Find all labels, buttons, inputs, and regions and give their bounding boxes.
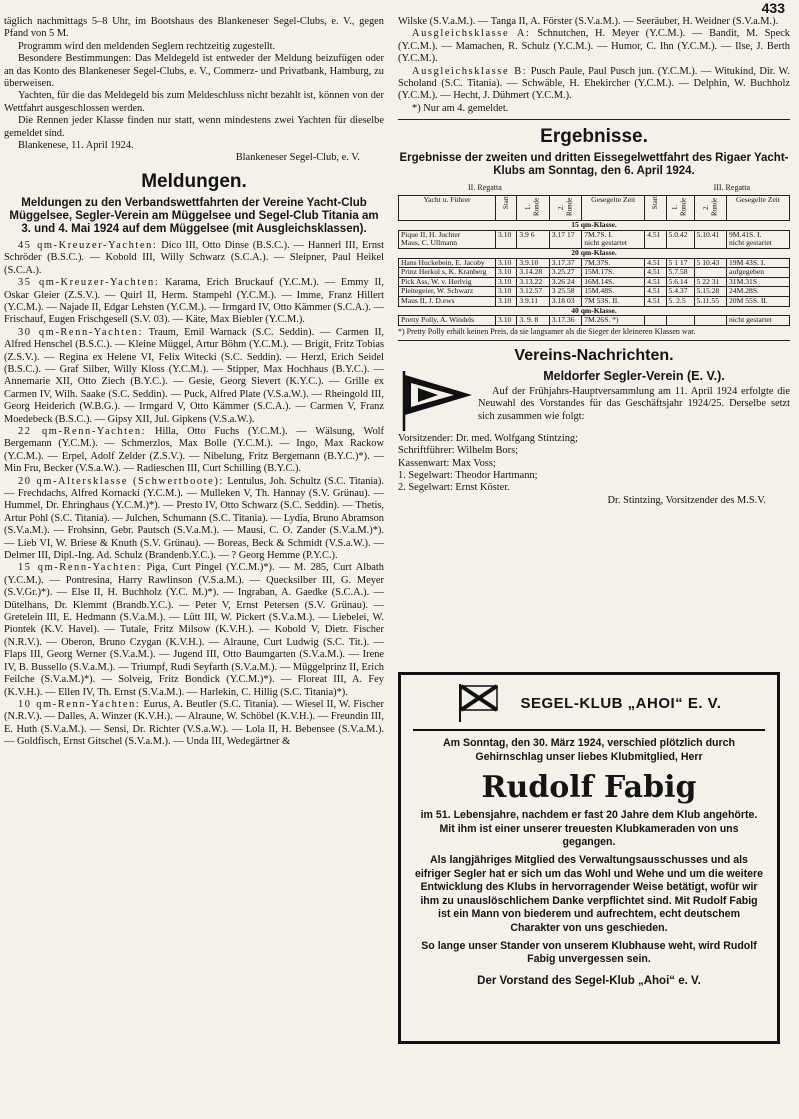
col-round1-3: 1. Runde: [666, 195, 694, 221]
class-row: 20 qm-Klasse.: [399, 249, 790, 259]
footnote: *) Nur am 4. gemeldet.: [412, 102, 509, 114]
col-start: Start: [496, 195, 517, 221]
regatta-3-label: III. Regatta: [713, 183, 750, 193]
board-line: Kassenwart: Max Voss;: [398, 457, 496, 469]
table-header-row: [399, 195, 790, 221]
regatta-2-label: II. Regatta: [468, 183, 502, 193]
date-line: Blankenese, 11. April 1924.: [18, 140, 134, 152]
board-line: 1. Segelwart: Theodor Hartmann;: [398, 470, 538, 481]
obituary-paragraph: Als langjähriges Mitglied des Verwaltungsausschusses und als eifriger Segler hat er sich um das Wohl und Wehe und um die weitere Entwicklung des Klubs in hervorragender Weise betätigt, wofür wir ihm zu unauslöschlichem Danke verpflichtet sind. Mit Rudolf Fabig ist ein Mann von biederem und aufrechtem, echt deutschem Charakter von uns geschieden.: [414, 853, 764, 934]
class-row: 40 qm-Klasse.: [399, 306, 790, 316]
club-flag-icon: [457, 683, 501, 723]
divider: [398, 340, 790, 341]
entry-list: 15 qm-Renn-Yachten: Piga, Curt Pingel (Y.C.M.)*). — M. 285, Curt Albath (Y.C.M.). — Pontresina, Harry Rawlinson (V.S.a.M.). — Quecksilber III, G. Meyer (S.V.Gr.)*). — Else II, H. Buchholz (Y.C. M.)*). — Ingraban, A. Gaedke (S.C.A.). — Dütelhans, Dr. Klemmt (Brandb.Y.C.). — Peter V, Ernst Petersen (S.V. Grünau). — Gretelein III, E. Hedmann (S.V.a.M.). — Lütt III, W. Pickert (S.V.a.M.). — Liebelei, W. Piontek (K.V. Havel). — Tutale, Fritz Milsow (K.V.H.). — Kobold V, Dietr. Fischer (N.R.V.). — Oberon, Bruno Czygan (K.V.H.). — Alraune, Curt Ludwig (S.C. Tit.). — Flaps III, Georg Werner (S.V.a.M.). — Jugend III, Otto Baumgarten (S.V.a.M.). — Irene IV, B. Bussello (S.V.a.M.). — Triumpf, Rudi Seyfarth (S.V.a.M.). — Müggelprinz II, Erich Feilche (S.V.a.M.)*). — Solveig, Fritz Bondick (Y.C.M.)*). — Floreat III, A. Fey (K.V.H.). — Ellen IV, Th. Ernst (S.V.a.M.). — Harlekin, C. Hillig (S.C. Titania)*).: [4, 562, 384, 698]
obituary-box: [398, 672, 780, 1044]
entry-list: Ausgleichsklasse B: Pusch Paule, Paul Pusch jun. (Y.C.M.). — Witukind, Dir. W. Scholand (S.C. Titania). — Schwäble, H. Ehekircher (Y.C.M.). — Delphin, W. Buchholz (Y.C.M.). — Hecht, J. Dühmert (Y.C.M.).: [398, 65, 790, 102]
page-number: 433: [761, 0, 785, 16]
meldungen-heading: Meldungen.: [141, 170, 247, 192]
paragraph: täglich nachmittags 5–8 Uhr, im Bootshaus des Blankeneser Segel-Clubs, e. V., gegen Pfand von 5 M.: [4, 16, 384, 40]
entry-list: 20 qm-Altersklasse (Schwertboote): Lentulus, Joh. Schultz (S.C. Titania). — Frechdachs, Alfred Kornacki (Y.C.M.). — Mulleken V, Th. Hannay (S.V. Grünau). — Hummel, Dr. Ehringhaus (Y.C.M.)*). — Presto IV, Otto Schwarz (S.C. Seddin). — Thetis, Artur Pohl (S.C. Titania). — Julchen, Schumann (S.C. Titania). — Lydia, Bruno Abramson (S.V.a.M.). — Frohsinn, Gebr. Pautsch (S.V.a.M.). — Mausi, C. O. Zander (S.V.a.M.)*). — Lieb VI, W. Briese & Knuth (S.V. Grünau). — Boreas, Beck & Schmidt (V.S.a.W.). — Delmer III, Dipl.-Ing. Ad. Schulz (Brandenb.Y.C.). — ? Georg Hemme (P.Y.C.).: [4, 475, 384, 562]
deceased-name: Rudolf Fabig: [481, 770, 697, 806]
col-boat: Yacht u. Führer: [399, 195, 496, 221]
obituary-paragraph: im 51. Lebensjahre, nachdem er fast 20 Jahre dem Klub angehörte. Mit ihm ist einer unserer treuesten Klubkameraden von uns gegangen.: [420, 809, 758, 849]
paragraph: Die Rennen jeder Klasse finden nur statt, wenn mindestens zwei Yachten für dieselbe gemeldet sind.: [4, 115, 384, 139]
entry-list: 30 qm-Renn-Yachten: Traum, Emil Warnack (S.C. Seddin). — Carmen II, Alfred Henschel (B.S.C.). — Kleine Müggel, Artur Böhm (Y.C.M.). — Brigit, Fritz Tobias (Z.S.V.). — Regina ex Helene VI, Felix Witecki (S.C. Seddin). — Herzl, Erich Seidel (B.S.C.). — Graf Silber, Willy Kloss (Y.C.M.). — Stipper, Max Hochhaus (B.Y.C.). — Annemarie XII, Otto Ziech (B.Y.C.). — Gesie, Georg Sievert (K.Y.C.). — Grille ex Carmen IV, Wilh. Saake (S.C. Seddin). — Puck, Alfred Plate (V.S.a.W.). — Rheingold III, Georg Heiderich (W.B.G.). — Irmgard V, Otto Kämmer (S.C.A.). — Carmen V, Franz Moedebeck (B.S.C.). — Gipsy XII, Jul. Gipkens (V.S.a.W.).: [4, 326, 384, 425]
obituary-paragraph: So lange unser Stander von unserem Klubhause weht, wird Rudolf Fabig unvergessen sein.: [421, 939, 757, 966]
obituary-club-title: SEGEL-KLUB „AHOI“ E. V.: [520, 694, 722, 712]
table-row: Hans Huckebein, E. Jacoby 3.10 3.9.10 3.17.37 7M.37S. 4.51 5 1 17 5 10.43 19M 43S. I.: [399, 258, 790, 268]
obituary-signature: Der Vorstand des Segel-Klub „Ahoi“ e. V.: [477, 974, 701, 987]
entry-list: Wilske (S.V.a.M.). — Tanga II, A. Förster (S.V.a.M.). — Seeräuber, H. Weidner (S.V.a.M.).: [398, 16, 779, 27]
obituary-header: [413, 683, 765, 723]
col-start-3: Start: [645, 195, 666, 221]
col-round1: 1. Runde: [517, 195, 549, 221]
table-row: Pleitegeier, W. Schwarz 3.10 3.12.57 3 25.58 15M.48S. 4.51 5.4.37 5.15.28 24M.28S.: [399, 287, 790, 297]
chairman-signature: Dr. Stintzing, Vorsitzender des M.S.V.: [607, 494, 766, 506]
vereins-heading: Vereins-Nachrichten.: [514, 346, 674, 364]
club-burgee-icon: [398, 369, 478, 433]
paragraph: Programm wird den meldenden Seglern rechtzeitig zugestellt.: [18, 40, 276, 52]
table-row: Maus II, J. D.ews 3.10 3.9.11 3.18 03 7M 53S. II. 4.51 5. 2.5 5.11.55 20M 55S. II.: [399, 297, 790, 307]
table-row: Pick Ass, W. v. Herlvig 3.10 3.13.22 3.26 24 16M.14S. 4.51 5.6.14 5 22 31 31M.31S: [399, 277, 790, 287]
board-line: Schriftführer: Wilhelm Bors;: [398, 445, 519, 457]
table-row: Pique II, H. Juchter Maus, C. Ullmann 3.10 3.9 6 3.17 17 7M.7S. I. nicht gestartet 4.51 5.0.42 5.10.41 9M.41S. I. nicht gestartet: [399, 230, 790, 248]
col-time: Gesegelte Zeit: [582, 195, 645, 221]
club-signature: Blankeneser Segel-Club, e. V.: [235, 152, 360, 164]
entry-list: Ausgleichsklasse A: Schnutchen, H. Meyer (Y.C.M.). — Bandit, M. Speck (Y.C.M.). — Mamachen, R. Schulz (Y.C.M.). — Humor, C. Ihn (Y.C.M.). — Ilse, J. Berth (Y.C.M.).: [398, 28, 791, 65]
obituary-intro: Am Sonntag, den 30. März 1924, verschied plötzlich durch Gehirnschlag unser liebes Klubmitglied, Herr: [443, 737, 735, 763]
entry-list: 35 qm-Kreuzer-Yachten: Karama, Erich Bruckauf (Y.C.M.). — Emmy II, Oskar Gleier (Z.S.V.). — Quirl II, Herm. Stampehl (Y.C.M.). — Imme, Franz Hillert (Y.C.M.). — Najade II, Edgar Lehsten (Y.C.M.). — Irmgard IV, Otto Kämmer (S.C.A.). — Frischauf, Eugen Frischgesell (S.V. 03). — Käte, Max Biebler (Y.C.M.).: [4, 277, 384, 326]
left-column: [4, 16, 384, 749]
regatta-labels: [398, 182, 790, 194]
divider: [398, 119, 790, 120]
paragraph: Auf der Frühjahrs-Hauptversammlung am 11. April 1924 erfolgte die Neuwahl des Vorstandes für das Geschäftsjahr 1924/25. Derselbe setzt sich zusammen wie folgt:: [478, 385, 790, 422]
board-line: Vorsitzender: Dr. med. Wolfgang Stintzing;: [398, 432, 579, 444]
club-notice: [398, 369, 790, 433]
ergebnisse-heading: Ergebnisse.: [540, 126, 648, 148]
col-time-3: Gesegelte Zeit: [727, 195, 790, 221]
paragraph: Besondere Bestimmungen: Das Meldegeld ist entweder der Meldung beizufügen oder an das Konto des Blankeneser Segel-Clubs, e. V., Commerz- und Privatbank, Hamburg, zu überweisen.: [4, 53, 384, 90]
results-table: [398, 195, 790, 326]
col-round2-3: 2. Runde: [694, 195, 726, 221]
board-line: 2. Segelwart: Ernst Köster.: [398, 482, 510, 494]
table-row: Prinz Herkul s, K. Kranberg 3.10 3.14.28 3.25.27 15M.17S. 4.51 5.7.58 aufgegeben: [399, 268, 790, 278]
ergebnisse-subheading: Ergebnisse der zweiten und dritten Eissegelwettfahrt des Rigaer Yacht-Klubs am Sonntag, den 6. April 1924.: [399, 152, 789, 178]
right-column: [398, 16, 790, 507]
entry-list: 45 qm-Kreuzer-Yachten: Dico III, Otto Dinse (B.S.C.). — Hannerl III, Ernst Schröder (B.S.C.). — Kobold III, Willy Schwarz (S.C.A.). — Sleipner, Paul Heikel (S.C.A.).: [4, 239, 384, 276]
entry-list: 10 qm-Renn-Yachten: Eurus, A. Beutler (S.C. Titania). — Wiesel II, W. Fischer (N.R.V.). — Dalles, A. Winzer (K.V.H.). — Alraune, W. Schöbel (K.V.H.). — Freundin III, E. Huth (S.V.a.M.). — Sensi, Dr. Richter (V.S.a.W.). — Lola II, H. Bebensee (S.V.a.M.). — Goldfisch, Ernst Gitschel (S.V.a.M.). — Unda III, Wedegärtner &: [4, 698, 384, 748]
class-row: 15 qm-Klasse.: [399, 221, 790, 231]
entry-list: 22 qm-Renn-Yachten: Hilla, Otto Fuchs (Y.C.M.). — Wälsung, Wolf Bergemann (Y.C.M.). — Schmerzlos, Max Bolle (Y.C.M.). — Ingo, Max Rackow (Y.C.M.). — Erpel, Adolf Zelder (Z.S.V.). — Nibelung, Fritz Bergemann (B.Y.C.)*). — Min Fru, Becker (V.S.a.W.). — Radieschen III, Curt Schilling (B.Y.C.).: [4, 425, 384, 475]
table-row: Pretty Polly, A. Windels 3.10 3. 9. 8 3.17.36 7M.26S. *) nicht gestartet: [399, 316, 790, 326]
club-name: Meldorfer Segler-Verein (E. V.).: [543, 368, 725, 383]
paragraph: Yachten, für die das Meldegeld bis zum Meldeschluss nicht bezahlt ist, können von der Wettfahrt ausgeschlossen werden.: [4, 90, 384, 114]
meldungen-subheading: Meldungen zu den Verbandswettfahrten der Vereine Yacht-Club Müggelsee, Segler-Verein am Müggelsee und Segel-Club Titania am 3. und 4. Mai 1924 auf dem Müggelsee (mit Ausgleichsklassen).: [9, 196, 379, 235]
col-round2: 2. Runde: [549, 195, 581, 221]
divider: [413, 729, 765, 731]
table-footnote: *) Pretty Polly erhält keinen Preis, da sie langsamer als die Sieger der kleineren Klassen war.: [398, 326, 696, 336]
